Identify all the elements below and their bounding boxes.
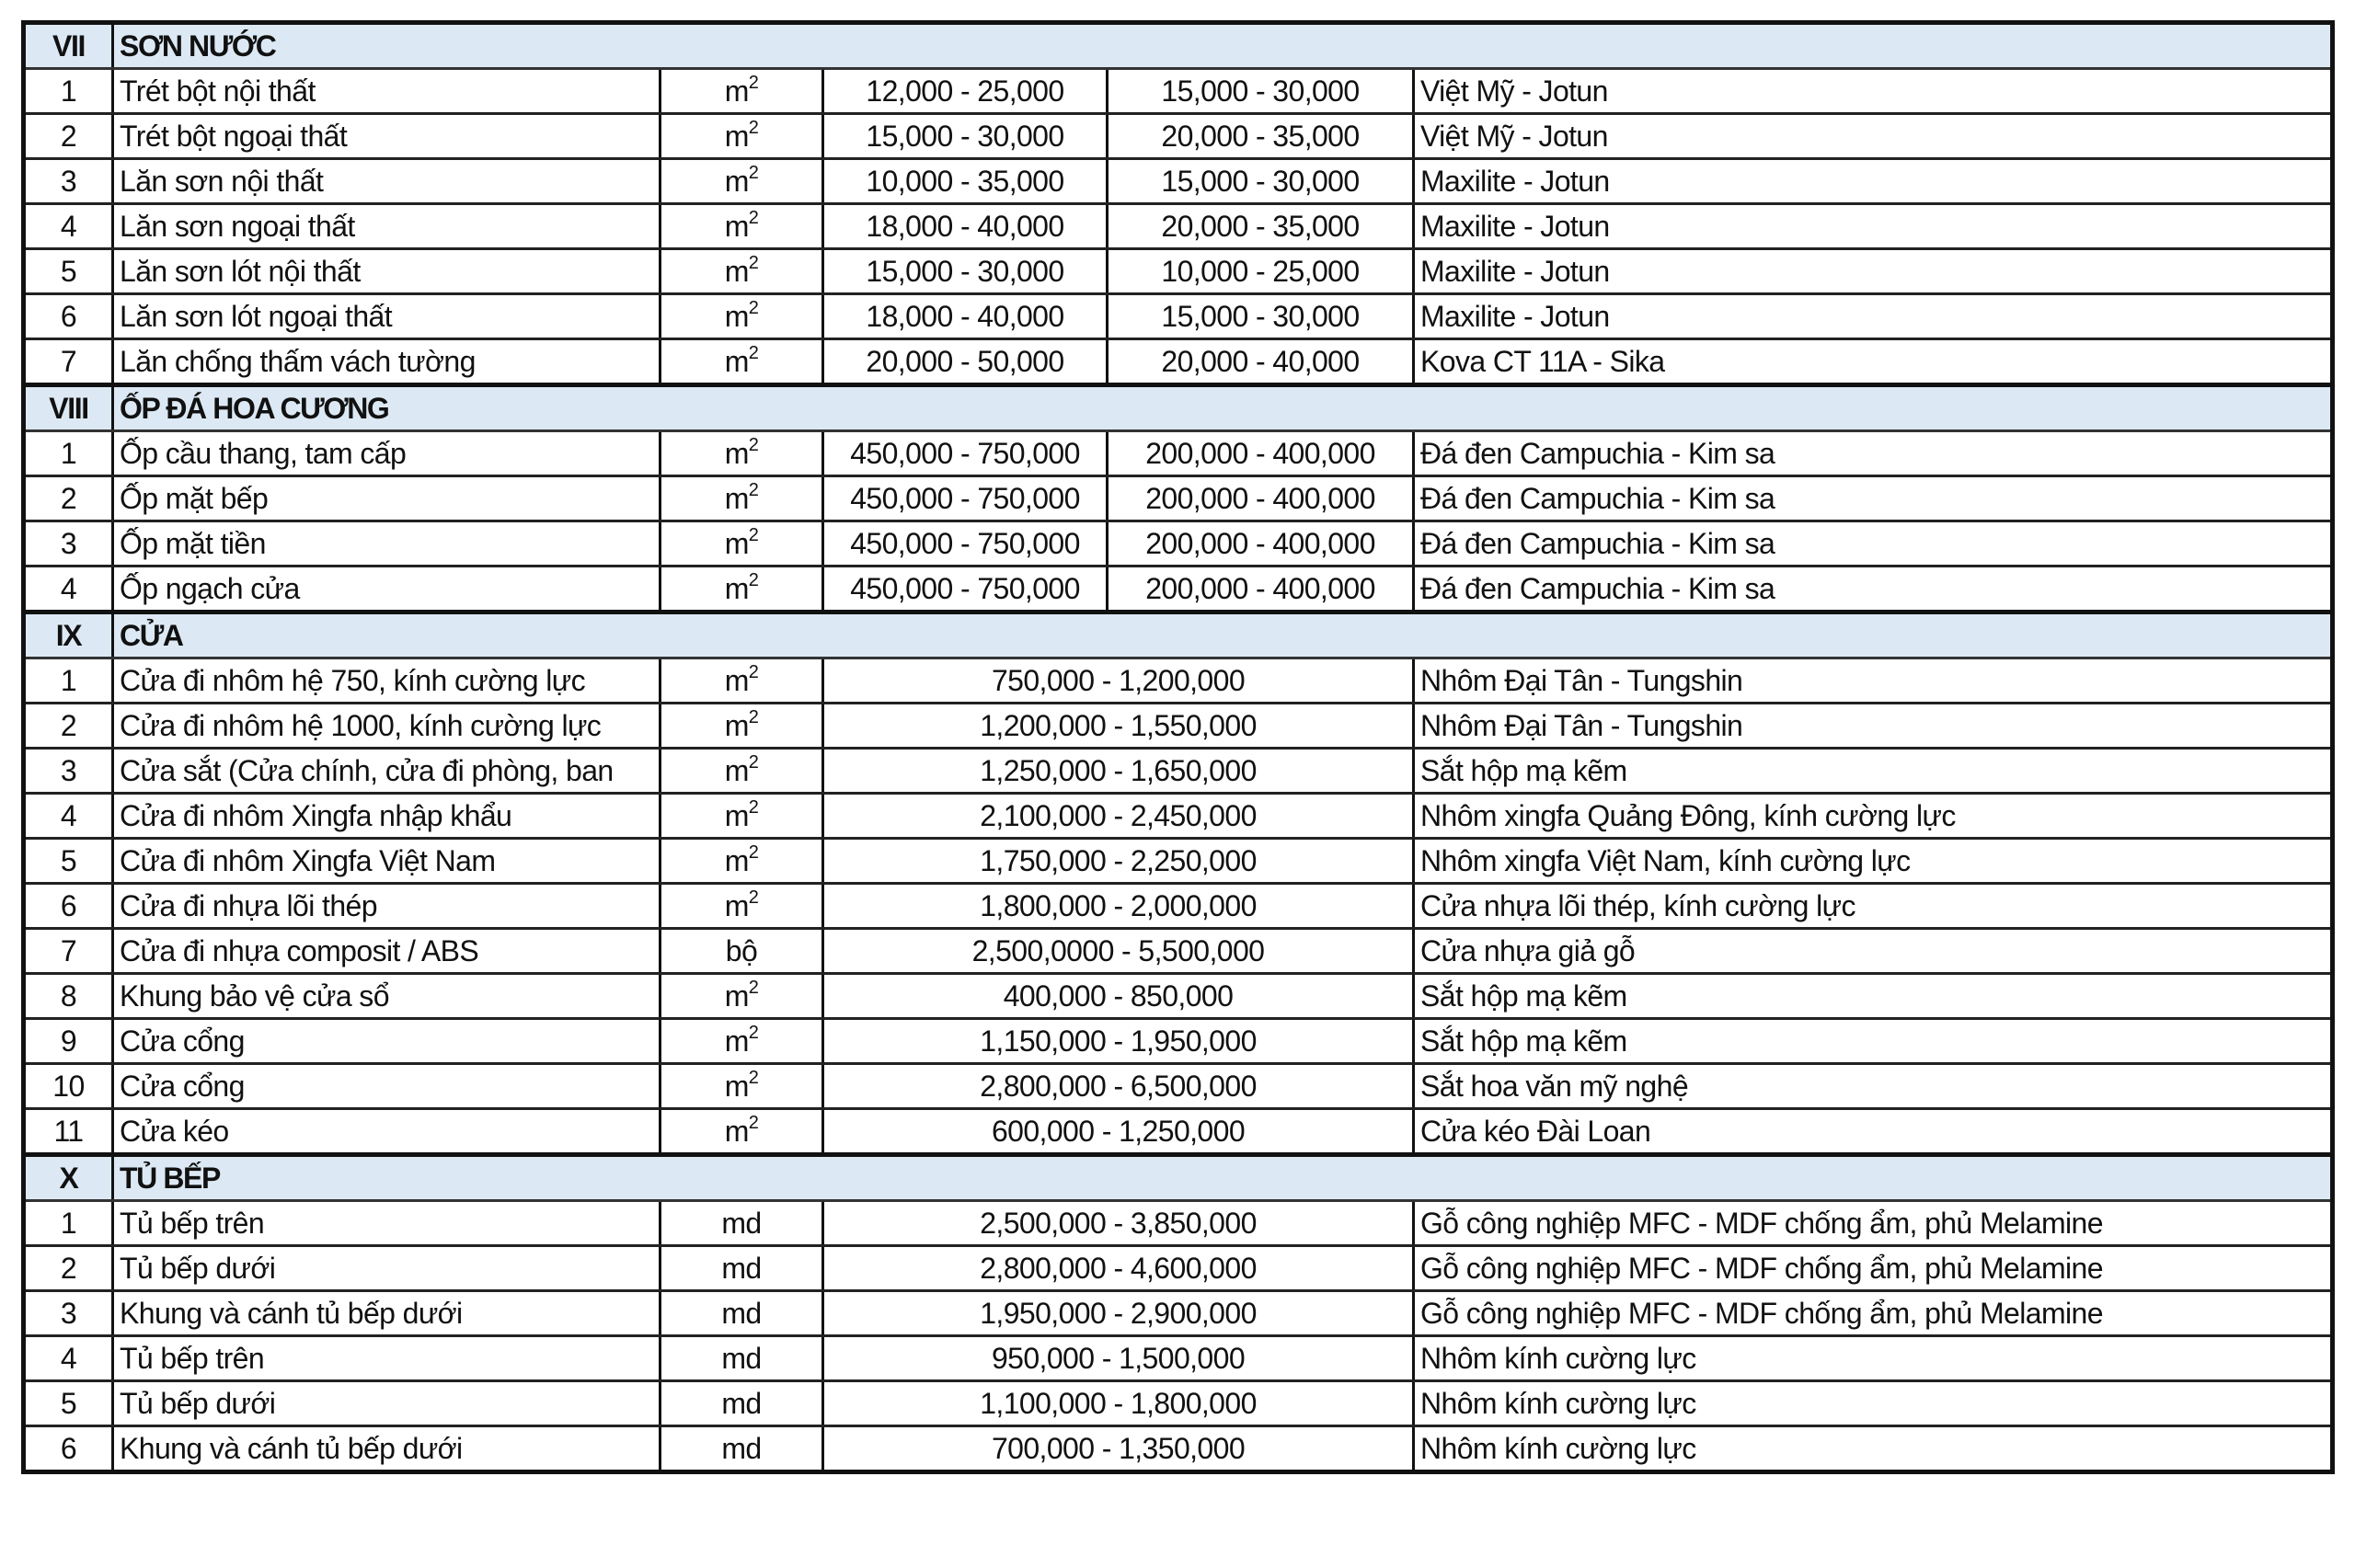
unit-text: m xyxy=(724,844,749,877)
item-price-range: 2,500,000 - 3,850,000 xyxy=(823,1201,1414,1246)
item-price-range: 1,250,000 - 1,650,000 xyxy=(823,749,1414,794)
table-row xyxy=(24,658,2333,704)
item-unit xyxy=(661,567,823,612)
item-brand: Đá đen Campuchia - Kim sa xyxy=(1414,476,2333,521)
item-brand: Gỗ công nghiệp MFC - MDF chống ẩm, phủ Melamine xyxy=(1414,1201,2333,1246)
item-number: 3 xyxy=(24,159,113,204)
item-price-range-2: 200,000 - 400,000 xyxy=(1108,476,1414,521)
table-row xyxy=(24,794,2333,839)
item-price-range: 1,950,000 - 2,900,000 xyxy=(823,1291,1414,1336)
unit-text: md xyxy=(721,1387,762,1420)
unit-text: bộ xyxy=(725,934,758,967)
item-price-range-1: 10,000 - 35,000 xyxy=(823,159,1108,204)
item-price-range-1: 450,000 - 750,000 xyxy=(823,431,1108,476)
item-brand: Cửa nhựa lõi thép, kính cường lực xyxy=(1414,884,2333,929)
item-unit xyxy=(661,249,823,294)
item-number: 6 xyxy=(24,294,113,339)
table-row xyxy=(24,839,2333,884)
item-unit xyxy=(661,339,823,385)
unit-text: m xyxy=(724,255,749,288)
unit-text: m xyxy=(724,572,749,605)
table-row xyxy=(24,476,2333,521)
item-number: 1 xyxy=(24,431,113,476)
item-brand: Đá đen Campuchia - Kim sa xyxy=(1414,567,2333,612)
item-unit xyxy=(661,1064,823,1109)
unit-superscript: 2 xyxy=(748,1068,759,1088)
unit-superscript: 2 xyxy=(748,570,759,590)
item-brand: Nhôm Đại Tân - Tungshin xyxy=(1414,658,2333,704)
item-name: Ốp mặt bếp xyxy=(113,476,661,521)
item-name: Cửa đi nhôm hệ 750, kính cường lực xyxy=(113,658,661,704)
item-number: 9 xyxy=(24,1019,113,1064)
item-number: 2 xyxy=(24,704,113,749)
section-header-row xyxy=(24,1155,2333,1201)
unit-superscript: 2 xyxy=(748,253,759,273)
item-price-range: 2,500,0000 - 5,500,000 xyxy=(823,929,1414,974)
item-name: Tủ bếp dưới xyxy=(113,1246,661,1291)
table-row xyxy=(24,294,2333,339)
unit-text: md xyxy=(721,1297,762,1330)
item-number: 10 xyxy=(24,1064,113,1109)
unit-superscript: 2 xyxy=(748,1113,759,1133)
item-unit xyxy=(661,1291,823,1336)
item-brand: Maxilite - Jotun xyxy=(1414,294,2333,339)
item-number: 1 xyxy=(24,1201,113,1246)
table-row xyxy=(24,1201,2333,1246)
item-unit xyxy=(661,1201,823,1246)
price-table-body xyxy=(24,23,2333,1472)
item-price-range: 1,150,000 - 1,950,000 xyxy=(823,1019,1414,1064)
item-unit xyxy=(661,974,823,1019)
unit-text: m xyxy=(724,300,749,333)
item-number: 2 xyxy=(24,1246,113,1291)
item-number: 2 xyxy=(24,114,113,159)
unit-superscript: 2 xyxy=(748,707,759,727)
unit-text: m xyxy=(724,437,749,470)
unit-text: m xyxy=(724,664,749,697)
unit-text: m xyxy=(724,979,749,1013)
item-brand: Đá đen Campuchia - Kim sa xyxy=(1414,521,2333,567)
item-number: 7 xyxy=(24,339,113,385)
table-row xyxy=(24,929,2333,974)
item-brand: Sắt hộp mạ kẽm xyxy=(1414,1019,2333,1064)
item-brand: Cửa nhựa giả gỗ xyxy=(1414,929,2333,974)
item-price-range: 400,000 - 850,000 xyxy=(823,974,1414,1019)
unit-superscript: 2 xyxy=(748,208,759,228)
item-name: Lăn sơn lót ngoại thất xyxy=(113,294,661,339)
item-name: Cửa cổng xyxy=(113,1019,661,1064)
table-row xyxy=(24,704,2333,749)
item-name: Lăn chống thấm vách tường xyxy=(113,339,661,385)
section-title: TỦ BẾP xyxy=(113,1155,2333,1201)
unit-superscript: 2 xyxy=(748,752,759,773)
item-price-range-1: 450,000 - 750,000 xyxy=(823,476,1108,521)
item-brand: Maxilite - Jotun xyxy=(1414,159,2333,204)
table-row xyxy=(24,1246,2333,1291)
item-number: 5 xyxy=(24,1381,113,1426)
unit-text: m xyxy=(724,754,749,787)
table-row xyxy=(24,249,2333,294)
item-number: 7 xyxy=(24,929,113,974)
item-number: 6 xyxy=(24,1426,113,1472)
item-unit xyxy=(661,929,823,974)
item-name: Ốp mặt tiền xyxy=(113,521,661,567)
item-price-range-2: 200,000 - 400,000 xyxy=(1108,431,1414,476)
item-name: Lăn sơn ngoại thất xyxy=(113,204,661,249)
item-brand: Nhôm kính cường lực xyxy=(1414,1336,2333,1381)
item-price-range-2: 10,000 - 25,000 xyxy=(1108,249,1414,294)
item-name: Tủ bếp trên xyxy=(113,1336,661,1381)
price-table xyxy=(21,20,2335,1474)
item-name: Cửa cổng xyxy=(113,1064,661,1109)
item-name: Cửa đi nhôm Xingfa Việt Nam xyxy=(113,839,661,884)
unit-superscript: 2 xyxy=(748,887,759,908)
unit-superscript: 2 xyxy=(748,842,759,863)
item-price-range: 1,750,000 - 2,250,000 xyxy=(823,839,1414,884)
table-row xyxy=(24,1291,2333,1336)
item-name: Khung và cánh tủ bếp dưới xyxy=(113,1291,661,1336)
item-number: 5 xyxy=(24,249,113,294)
item-unit xyxy=(661,476,823,521)
table-row xyxy=(24,974,2333,1019)
item-number: 2 xyxy=(24,476,113,521)
unit-text: m xyxy=(724,1024,749,1058)
table-row xyxy=(24,69,2333,114)
unit-text: m xyxy=(724,345,749,378)
unit-text: md xyxy=(721,1342,762,1375)
item-unit xyxy=(661,704,823,749)
unit-text: m xyxy=(724,74,749,108)
item-brand: Gỗ công nghiệp MFC - MDF chống ẩm, phủ Melamine xyxy=(1414,1291,2333,1336)
table-row xyxy=(24,1336,2333,1381)
item-brand: Nhôm kính cường lực xyxy=(1414,1381,2333,1426)
item-price-range: 1,100,000 - 1,800,000 xyxy=(823,1381,1414,1426)
unit-text: m xyxy=(724,799,749,832)
item-price-range-2: 20,000 - 35,000 xyxy=(1108,204,1414,249)
item-price-range: 1,800,000 - 2,000,000 xyxy=(823,884,1414,929)
table-row xyxy=(24,1381,2333,1426)
item-number: 4 xyxy=(24,567,113,612)
item-brand: Việt Mỹ - Jotun xyxy=(1414,69,2333,114)
unit-text: m xyxy=(724,889,749,922)
section-number: VII xyxy=(24,23,113,69)
item-brand: Sắt hộp mạ kẽm xyxy=(1414,749,2333,794)
item-unit xyxy=(661,1381,823,1426)
item-number: 1 xyxy=(24,658,113,704)
item-brand: Kova CT 11A - Sika xyxy=(1414,339,2333,385)
item-price-range-1: 450,000 - 750,000 xyxy=(823,521,1108,567)
item-brand: Sắt hộp mạ kẽm xyxy=(1414,974,2333,1019)
item-price-range: 600,000 - 1,250,000 xyxy=(823,1109,1414,1155)
item-name: Cửa sắt (Cửa chính, cửa đi phòng, ban xyxy=(113,749,661,794)
item-price-range: 950,000 - 1,500,000 xyxy=(823,1336,1414,1381)
item-number: 6 xyxy=(24,884,113,929)
unit-text: m xyxy=(724,210,749,243)
table-row xyxy=(24,521,2333,567)
item-price-range-2: 15,000 - 30,000 xyxy=(1108,69,1414,114)
item-unit xyxy=(661,204,823,249)
item-brand: Maxilite - Jotun xyxy=(1414,204,2333,249)
item-name: Ốp cầu thang, tam cấp xyxy=(113,431,661,476)
unit-superscript: 2 xyxy=(748,118,759,138)
item-number: 8 xyxy=(24,974,113,1019)
item-price-range: 750,000 - 1,200,000 xyxy=(823,658,1414,704)
table-row xyxy=(24,1109,2333,1155)
unit-superscript: 2 xyxy=(748,1023,759,1043)
table-row xyxy=(24,114,2333,159)
item-price-range: 1,200,000 - 1,550,000 xyxy=(823,704,1414,749)
unit-text: m xyxy=(724,165,749,198)
item-name: Lăn sơn nội thất xyxy=(113,159,661,204)
item-name: Tủ bếp dưới xyxy=(113,1381,661,1426)
item-unit xyxy=(661,1426,823,1472)
item-number: 1 xyxy=(24,69,113,114)
unit-superscript: 2 xyxy=(748,797,759,818)
item-unit xyxy=(661,794,823,839)
section-title: SƠN NƯỚC xyxy=(113,23,2333,69)
unit-superscript: 2 xyxy=(748,163,759,183)
item-price-range-1: 15,000 - 30,000 xyxy=(823,249,1108,294)
table-row xyxy=(24,204,2333,249)
unit-text: md xyxy=(721,1252,762,1285)
unit-text: m xyxy=(724,1115,749,1148)
item-name: Trét bột nội thất xyxy=(113,69,661,114)
item-brand: Đá đen Campuchia - Kim sa xyxy=(1414,431,2333,476)
unit-superscript: 2 xyxy=(748,480,759,500)
item-name: Cửa đi nhôm Xingfa nhập khẩu xyxy=(113,794,661,839)
item-price-range: 2,800,000 - 4,600,000 xyxy=(823,1246,1414,1291)
unit-text: m xyxy=(724,120,749,153)
item-number: 4 xyxy=(24,794,113,839)
item-name: Cửa kéo xyxy=(113,1109,661,1155)
item-price-range: 2,800,000 - 6,500,000 xyxy=(823,1064,1414,1109)
item-price-range-2: 200,000 - 400,000 xyxy=(1108,567,1414,612)
item-price-range-1: 18,000 - 40,000 xyxy=(823,204,1108,249)
item-unit xyxy=(661,658,823,704)
item-price-range-2: 200,000 - 400,000 xyxy=(1108,521,1414,567)
table-row xyxy=(24,1019,2333,1064)
item-unit xyxy=(661,521,823,567)
item-name: Cửa đi nhựa composit / ABS xyxy=(113,929,661,974)
unit-superscript: 2 xyxy=(748,525,759,545)
unit-text: m xyxy=(724,709,749,742)
unit-text: md xyxy=(721,1207,762,1240)
item-number: 4 xyxy=(24,1336,113,1381)
unit-superscript: 2 xyxy=(748,662,759,682)
unit-text: m xyxy=(724,482,749,515)
section-header-row xyxy=(24,23,2333,69)
item-number: 3 xyxy=(24,1291,113,1336)
unit-superscript: 2 xyxy=(748,73,759,93)
section-number: IX xyxy=(24,612,113,658)
item-unit xyxy=(661,294,823,339)
item-number: 4 xyxy=(24,204,113,249)
item-price-range-1: 450,000 - 750,000 xyxy=(823,567,1108,612)
item-brand: Cửa kéo Đài Loan xyxy=(1414,1109,2333,1155)
table-row xyxy=(24,431,2333,476)
item-unit xyxy=(661,1109,823,1155)
item-unit xyxy=(661,159,823,204)
item-price-range-2: 20,000 - 35,000 xyxy=(1108,114,1414,159)
table-row xyxy=(24,567,2333,612)
item-unit xyxy=(661,839,823,884)
item-brand: Maxilite - Jotun xyxy=(1414,249,2333,294)
item-brand: Việt Mỹ - Jotun xyxy=(1414,114,2333,159)
item-number: 3 xyxy=(24,749,113,794)
section-number: X xyxy=(24,1155,113,1201)
item-name: Cửa đi nhựa lõi thép xyxy=(113,884,661,929)
item-brand: Nhôm kính cường lực xyxy=(1414,1426,2333,1472)
item-price-range-1: 20,000 - 50,000 xyxy=(823,339,1108,385)
table-row xyxy=(24,159,2333,204)
table-row xyxy=(24,749,2333,794)
item-price-range: 700,000 - 1,350,000 xyxy=(823,1426,1414,1472)
section-title: ỐP ĐÁ HOA CƯƠNG xyxy=(113,385,2333,431)
table-row xyxy=(24,1064,2333,1109)
item-brand: Sắt hoa văn mỹ nghệ xyxy=(1414,1064,2333,1109)
item-number: 11 xyxy=(24,1109,113,1155)
unit-superscript: 2 xyxy=(748,298,759,318)
item-price-range-1: 18,000 - 40,000 xyxy=(823,294,1108,339)
section-title: CỬA xyxy=(113,612,2333,658)
item-name: Lăn sơn lót nội thất xyxy=(113,249,661,294)
item-name: Khung bảo vệ cửa sổ xyxy=(113,974,661,1019)
item-unit xyxy=(661,69,823,114)
item-unit xyxy=(661,1336,823,1381)
unit-superscript: 2 xyxy=(748,343,759,363)
unit-text: m xyxy=(724,1070,749,1103)
item-unit xyxy=(661,884,823,929)
item-name: Ốp ngạch cửa xyxy=(113,567,661,612)
item-price-range-1: 12,000 - 25,000 xyxy=(823,69,1108,114)
item-name: Tủ bếp trên xyxy=(113,1201,661,1246)
item-number: 5 xyxy=(24,839,113,884)
table-row xyxy=(24,339,2333,385)
unit-text: md xyxy=(721,1432,762,1465)
item-brand: Gỗ công nghiệp MFC - MDF chống ẩm, phủ Melamine xyxy=(1414,1246,2333,1291)
item-price-range-2: 15,000 - 30,000 xyxy=(1108,159,1414,204)
item-brand: Nhôm xingfa Việt Nam, kính cường lực xyxy=(1414,839,2333,884)
item-price-range-2: 15,000 - 30,000 xyxy=(1108,294,1414,339)
section-header-row xyxy=(24,612,2333,658)
section-header-row xyxy=(24,385,2333,431)
item-unit xyxy=(661,1246,823,1291)
item-price-range-2: 20,000 - 40,000 xyxy=(1108,339,1414,385)
item-unit xyxy=(661,114,823,159)
item-unit xyxy=(661,1019,823,1064)
item-price-range: 2,100,000 - 2,450,000 xyxy=(823,794,1414,839)
item-name: Cửa đi nhôm hệ 1000, kính cường lực xyxy=(113,704,661,749)
item-number: 3 xyxy=(24,521,113,567)
item-unit xyxy=(661,431,823,476)
section-number: VIII xyxy=(24,385,113,431)
item-unit xyxy=(661,749,823,794)
unit-superscript: 2 xyxy=(748,435,759,455)
item-name: Khung và cánh tủ bếp dưới xyxy=(113,1426,661,1472)
item-brand: Nhôm Đại Tân - Tungshin xyxy=(1414,704,2333,749)
item-name: Trét bột ngoại thất xyxy=(113,114,661,159)
table-row xyxy=(24,884,2333,929)
item-brand: Nhôm xingfa Quảng Đông, kính cường lực xyxy=(1414,794,2333,839)
unit-text: m xyxy=(724,527,749,560)
table-row xyxy=(24,1426,2333,1472)
item-price-range-1: 15,000 - 30,000 xyxy=(823,114,1108,159)
unit-superscript: 2 xyxy=(748,978,759,998)
